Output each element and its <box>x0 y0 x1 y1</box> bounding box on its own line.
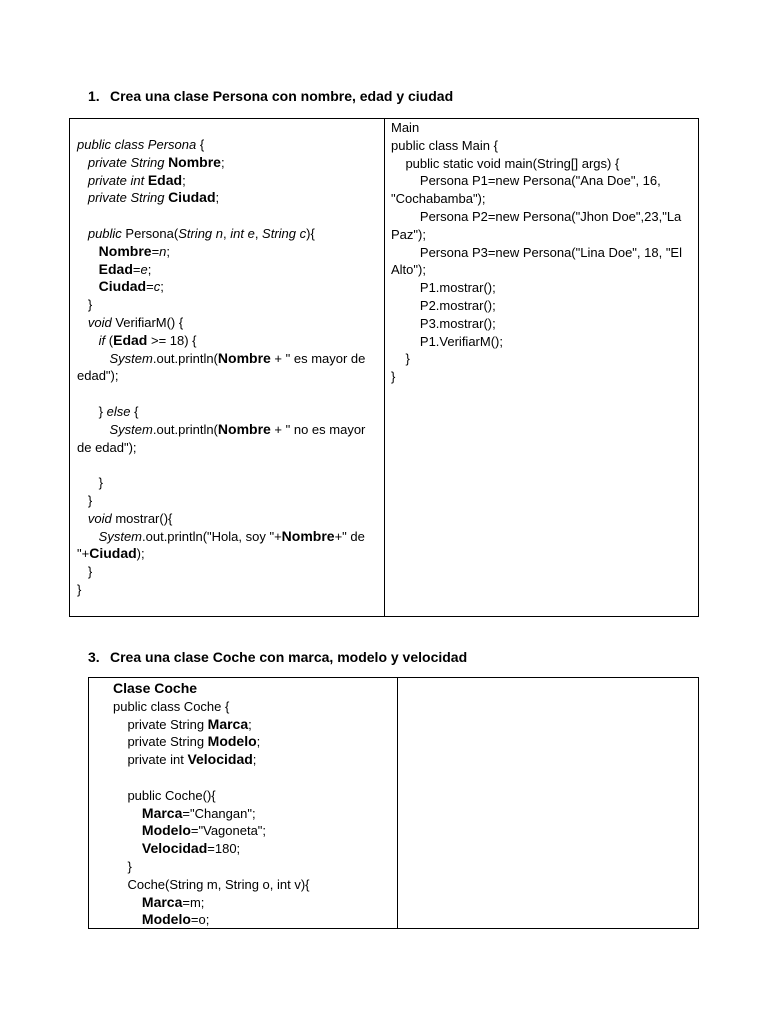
code-line <box>77 207 377 225</box>
code-token: Ciudad <box>89 545 137 562</box>
code-token: private String <box>87 154 165 170</box>
code-token: Persona P3=new Persona("Lina Doe", 18, "El Alto"); <box>391 244 685 278</box>
code-token: Nombre <box>217 349 271 366</box>
code-token: Velocidad <box>187 751 253 768</box>
code-token: { <box>196 137 205 152</box>
code-line <box>113 876 393 894</box>
code-token: } <box>77 564 93 580</box>
code-token: ; <box>220 154 225 170</box>
code-token: Velocidad <box>141 840 208 857</box>
code-line <box>113 769 393 787</box>
code-token: ; <box>252 752 257 768</box>
code-token: private String <box>113 716 208 732</box>
code-line <box>77 225 377 243</box>
code-token: = <box>132 261 141 277</box>
code-token: ); <box>136 546 145 562</box>
main-class-cell <box>385 119 698 616</box>
code-token: if <box>98 332 106 348</box>
code-token: int e <box>230 225 255 241</box>
code-line <box>113 911 393 928</box>
code-line <box>77 261 377 279</box>
code-token: = <box>151 243 160 259</box>
code-token: ( <box>105 332 114 348</box>
code-token: String n <box>178 225 223 241</box>
code-token: Modelo <box>207 733 257 750</box>
code-token: Persona P2=new Persona("Jhon Doe",23,"La Paz"); <box>391 208 685 242</box>
persona-class-cell <box>70 119 384 616</box>
code-token: ="Changan"; <box>182 805 256 821</box>
code-line <box>113 822 393 840</box>
code-token: Edad <box>147 171 183 188</box>
code-line <box>113 894 393 912</box>
code-line <box>391 119 691 137</box>
code-line <box>77 385 377 403</box>
code-token: P3.mostrar(); <box>391 315 496 331</box>
code-line <box>113 787 393 805</box>
code-line <box>391 297 691 315</box>
code-line <box>113 733 393 751</box>
code-token: public <box>87 225 122 241</box>
code-token: } <box>77 492 93 508</box>
code-line <box>77 563 377 581</box>
code-token <box>77 279 99 294</box>
code-line <box>77 278 377 296</box>
code-line <box>77 492 377 510</box>
code-token: public Coche(){ <box>113 787 216 803</box>
code-line <box>77 421 377 457</box>
code-token: n <box>159 243 167 259</box>
code-line <box>77 474 377 492</box>
code-token: } <box>77 581 82 597</box>
code-line <box>77 510 377 528</box>
code-token: =180; <box>207 841 241 857</box>
section-3-heading <box>88 648 467 666</box>
code-line <box>77 403 377 421</box>
code-line <box>113 680 393 698</box>
code-token: Marca <box>141 893 183 910</box>
code-line <box>77 581 377 599</box>
code-line <box>391 315 691 333</box>
section-3-number: 3. <box>88 649 100 665</box>
code-token <box>77 315 88 330</box>
code-line <box>77 350 377 386</box>
code-token: +" de "+ <box>77 528 369 562</box>
code-token <box>77 155 88 170</box>
code-token <box>113 895 142 910</box>
code-line <box>113 751 393 769</box>
code-token: P2.mostrar(); <box>391 297 496 313</box>
code-token: private int <box>113 752 188 768</box>
code-token: .out.println( <box>152 350 218 366</box>
code-token: .out.println("Hola, soy "+ <box>142 528 282 544</box>
code-token: ; <box>256 734 261 750</box>
code-token: Marca <box>141 804 183 821</box>
code-token: Clase Coche <box>113 680 198 696</box>
code-token: } <box>391 351 410 367</box>
code-token: public class Coche { <box>113 698 230 714</box>
code-token: Nombre <box>217 420 271 437</box>
code-token: ; <box>147 261 152 277</box>
code-token: .out.println( <box>152 421 218 437</box>
code-line <box>391 244 691 280</box>
code-token: public class Persona <box>77 137 197 152</box>
code-line <box>77 154 377 172</box>
section-1-title: Crea una clase Persona con nombre, edad y ciudad <box>110 88 454 104</box>
code-token: e <box>140 261 148 277</box>
code-token: void <box>87 510 112 526</box>
code-token: ="Vagoneta"; <box>190 823 267 839</box>
code-line <box>113 805 393 823</box>
code-line <box>391 279 691 297</box>
section-1-number: 1. <box>88 88 100 104</box>
code-token: , <box>223 225 231 241</box>
code-line <box>391 368 691 386</box>
section-3-table <box>88 677 699 929</box>
code-token: private int <box>87 172 145 188</box>
coche-class-cell <box>89 678 397 928</box>
coche-class-code <box>113 680 393 928</box>
code-token: private String <box>113 734 208 750</box>
code-line <box>391 208 691 244</box>
code-token: ; <box>248 716 252 732</box>
code-token <box>77 244 99 259</box>
code-token: P1.VerifiarM(); <box>391 333 503 349</box>
code-token: P1.mostrar(); <box>391 280 496 296</box>
section-3-title: Crea una clase Coche con marca, modelo y velocidad <box>110 649 468 665</box>
code-token: private String <box>87 190 165 206</box>
main-class-code <box>391 119 691 386</box>
code-token: System <box>109 421 153 437</box>
code-token: ){ <box>306 225 315 241</box>
code-line <box>391 333 691 351</box>
code-token: } <box>113 858 132 874</box>
code-token: } <box>77 475 104 491</box>
code-token: + " es mayor de edad"); <box>77 350 370 384</box>
code-token: Edad <box>113 331 148 348</box>
code-token: Main <box>391 120 420 135</box>
code-token: ; <box>182 172 186 188</box>
code-token: ; <box>166 243 171 259</box>
code-token: + " no es mayor de edad"); <box>77 421 370 455</box>
code-token: System <box>109 350 153 366</box>
code-line <box>113 858 393 876</box>
code-token: Nombre <box>168 153 221 170</box>
coche-empty-cell <box>398 678 698 928</box>
code-line <box>77 172 377 190</box>
code-line <box>77 296 377 314</box>
section-1-table <box>69 118 699 617</box>
code-token: >= 18) { <box>147 332 197 348</box>
code-line <box>77 314 377 332</box>
code-token <box>77 529 99 544</box>
code-token: =o; <box>190 912 210 928</box>
code-token: VerifiarM() { <box>111 314 184 330</box>
code-token <box>113 823 142 838</box>
code-token: ; <box>215 190 220 206</box>
code-token <box>77 226 88 241</box>
section-1-heading <box>88 87 453 105</box>
code-line <box>77 189 377 207</box>
code-token <box>113 806 142 821</box>
code-token: Nombre <box>281 527 335 544</box>
code-token <box>77 333 99 348</box>
code-token: Persona( <box>121 225 179 241</box>
code-line <box>391 172 691 208</box>
code-token: Persona P1=new Persona("Ana Doe", 16, "Cochabamba"); <box>391 173 665 207</box>
code-token <box>77 422 110 437</box>
code-line <box>77 243 377 261</box>
code-token: void <box>87 314 112 330</box>
code-token <box>77 511 88 526</box>
code-token: Marca <box>207 715 249 732</box>
code-token <box>113 912 142 927</box>
code-token: } <box>391 369 396 385</box>
code-line <box>113 698 393 716</box>
persona-class-code <box>77 136 377 599</box>
code-token: ; <box>160 279 164 295</box>
code-token: Ciudad <box>98 278 147 295</box>
code-token: , <box>254 225 263 241</box>
code-token <box>77 173 88 188</box>
code-token: { <box>130 403 139 419</box>
code-token: Edad <box>98 260 133 277</box>
code-token: else <box>106 403 131 419</box>
code-token: Coche(String m, String o, int v){ <box>113 876 310 892</box>
code-line <box>113 840 393 858</box>
code-token: Modelo <box>141 822 191 839</box>
code-token: String c <box>262 225 307 241</box>
code-line <box>113 716 393 734</box>
code-token: Ciudad <box>168 189 216 206</box>
code-token: public class Main { <box>391 137 498 153</box>
code-token: } <box>77 403 107 419</box>
code-token <box>113 841 142 856</box>
code-line <box>391 155 691 173</box>
code-line <box>77 136 377 154</box>
code-line <box>77 528 377 564</box>
code-token: Nombre <box>98 242 152 259</box>
code-line <box>391 350 691 368</box>
code-token: c <box>153 279 161 295</box>
code-token <box>77 190 88 205</box>
code-token <box>77 351 110 366</box>
code-line <box>391 137 691 155</box>
code-token <box>77 262 99 277</box>
code-line <box>77 456 377 474</box>
code-token: =m; <box>182 894 205 910</box>
code-token: public static void main(String[] args) { <box>391 155 620 171</box>
code-token: = <box>146 279 154 295</box>
code-token: System <box>98 528 143 544</box>
code-token: Modelo <box>141 911 191 928</box>
code-token: mostrar(){ <box>111 510 173 526</box>
code-line <box>77 332 377 350</box>
code-token: } <box>77 297 93 313</box>
